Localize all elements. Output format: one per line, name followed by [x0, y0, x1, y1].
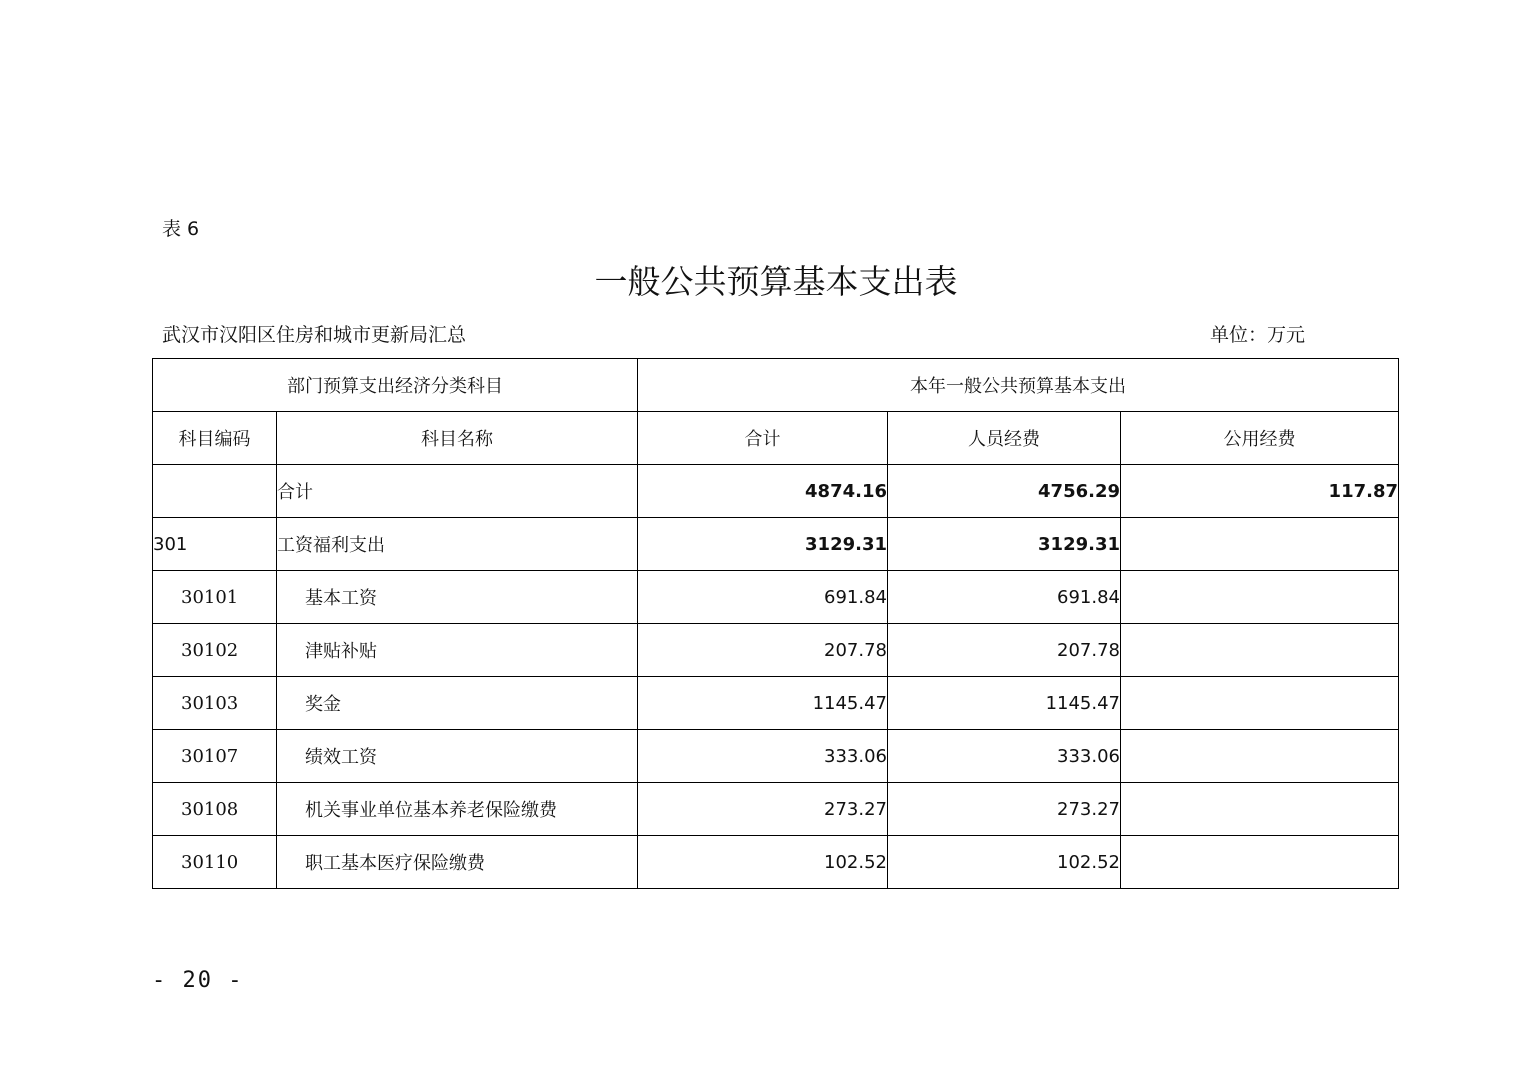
cell-code [153, 465, 277, 518]
cell-total: 333.06 [638, 730, 888, 783]
organization-name: 武汉市汉阳区住房和城市更新局汇总 [162, 324, 467, 346]
cell-personnel: 3129.31 [888, 518, 1121, 571]
cell-name: 绩效工资 [277, 730, 638, 783]
group-header-row [153, 359, 1399, 412]
table-label: 表 6 [162, 218, 200, 240]
table-row [153, 783, 1399, 836]
cell-name: 合计 [277, 465, 638, 518]
table-row-total [153, 465, 1399, 518]
column-header-code: 科目编码 [153, 412, 277, 465]
table-row [153, 836, 1399, 889]
cell-code: 30103 [153, 677, 277, 730]
cell-name: 奖金 [277, 677, 638, 730]
column-header-total: 合计 [638, 412, 888, 465]
column-header-name: 科目名称 [277, 412, 638, 465]
cell-total: 691.84 [638, 571, 888, 624]
cell-public [1121, 677, 1399, 730]
cell-code: 30102 [153, 624, 277, 677]
cell-name: 职工基本医疗保险缴费 [277, 836, 638, 889]
cell-public [1121, 836, 1399, 889]
cell-total: 1145.47 [638, 677, 888, 730]
cell-total: 102.52 [638, 836, 888, 889]
group-header-classification: 部门预算支出经济分类科目 [153, 359, 638, 412]
table-row [153, 730, 1399, 783]
cell-public [1121, 730, 1399, 783]
cell-code: 30107 [153, 730, 277, 783]
page-title: 一般公共预算基本支出表 [594, 262, 958, 301]
cell-name: 工资福利支出 [277, 518, 638, 571]
column-header-row [153, 412, 1399, 465]
cell-personnel: 273.27 [888, 783, 1121, 836]
cell-name: 基本工资 [277, 571, 638, 624]
cell-public [1121, 518, 1399, 571]
column-header-personnel: 人员经费 [888, 412, 1121, 465]
cell-total: 4874.16 [638, 465, 888, 518]
table-row [153, 677, 1399, 730]
cell-name: 津贴补贴 [277, 624, 638, 677]
cell-personnel: 333.06 [888, 730, 1121, 783]
cell-personnel: 1145.47 [888, 677, 1121, 730]
cell-code: 301 [153, 518, 277, 571]
cell-public: 117.87 [1121, 465, 1399, 518]
cell-code: 30110 [153, 836, 277, 889]
page-number: - 20 - [152, 968, 244, 993]
table-row [153, 518, 1399, 571]
cell-code: 30108 [153, 783, 277, 836]
cell-total: 273.27 [638, 783, 888, 836]
cell-public [1121, 624, 1399, 677]
cell-name: 机关事业单位基本养老保险缴费 [277, 783, 638, 836]
cell-personnel: 691.84 [888, 571, 1121, 624]
cell-code: 30101 [153, 571, 277, 624]
cell-personnel: 4756.29 [888, 465, 1121, 518]
table-row [153, 624, 1399, 677]
group-header-expenditure: 本年一般公共预算基本支出 [638, 359, 1399, 412]
cell-total: 207.78 [638, 624, 888, 677]
cell-public [1121, 571, 1399, 624]
cell-total: 3129.31 [638, 518, 888, 571]
column-header-public: 公用经费 [1121, 412, 1399, 465]
budget-table [152, 358, 1399, 889]
cell-personnel: 207.78 [888, 624, 1121, 677]
table-row [153, 571, 1399, 624]
cell-public [1121, 783, 1399, 836]
unit-label: 单位：万元 [1210, 324, 1306, 346]
cell-personnel: 102.52 [888, 836, 1121, 889]
